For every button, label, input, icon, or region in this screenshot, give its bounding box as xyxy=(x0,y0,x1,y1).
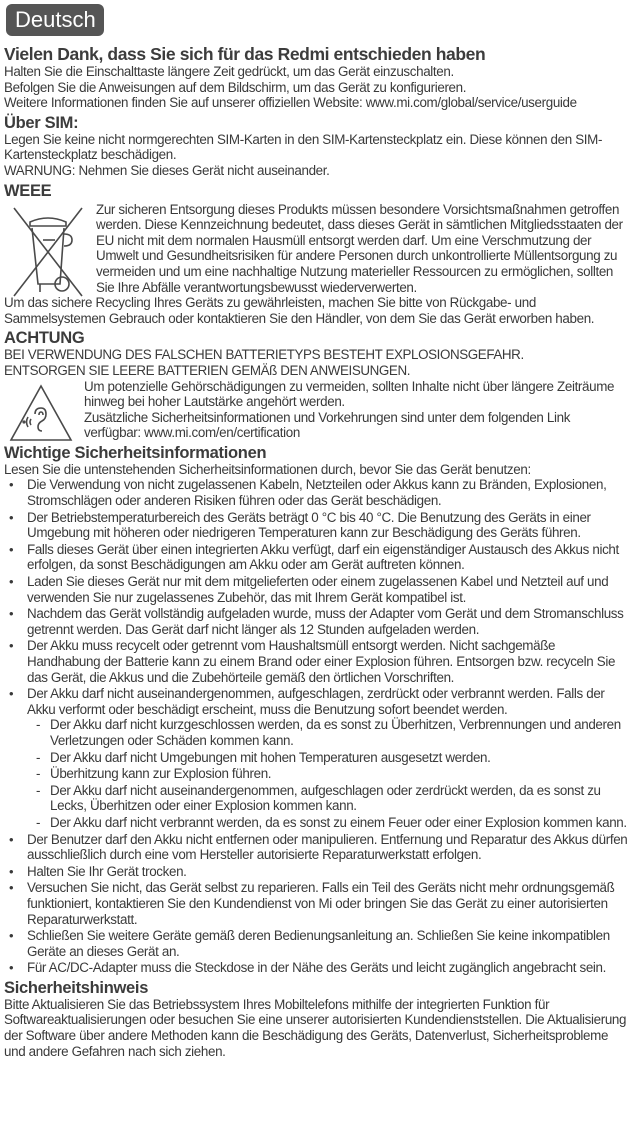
safety-heading: Wichtige Sicherheitsinformationen xyxy=(4,443,267,462)
weee-text: Zur sicheren Entsorgung dieses Produkts müssen besondere Vorsichtsmaßnahmen getroffen werden. Diese Kennzeichnung bedeutet, dass dieses Gerät in sämtlichen Mitgliedsstaaten der EU nicht mit dem normalen Hausmüll entsorgt werden darf. Um eine Verschmutzung der Umwelt und Gesundheitsrisiken für andere Personen durch unkontrollierte Müllentsorgung zu vermeiden und um eine nachhaltige Nutzung materieller Ressourcen zu ermöglichen, sollten Sie Ihre Abfälle verantwortungsbewusst wiederverwerten. xyxy=(96,201,623,295)
safety-bullet-list xyxy=(4,477,629,975)
sim-text: Legen Sie keine nicht normgerechten SIM-Karten in den SIM-Kartensteckplatz ein. Diese können den SIM-Kartensteckplatz beschädigen. xyxy=(4,131,603,163)
dash-icon: - xyxy=(36,749,41,765)
bullet-icon: • xyxy=(9,638,14,654)
sub-item-text: Der Akku darf nicht auseinandergenommen, aufgeschlagen oder zerdrückt werden, da es sonst zu Lecks, Überhitzen oder einer Explosion kommen kann. xyxy=(50,782,601,814)
achtung-heading: ACHTUNG xyxy=(4,329,85,348)
sub-item xyxy=(27,750,629,766)
bullet-icon: • xyxy=(9,960,14,976)
bullet-text: Der Benutzer darf den Akku nicht entfernen oder manipulieren. Entfernung und Reparatur des Akkus dürfen ausschließlich durch eine vom Hersteller autorisierte Reparaturwerkstatt erfolgen. xyxy=(27,831,628,863)
safety-bullet xyxy=(4,574,629,605)
bullet-text: Versuchen Sie nicht, das Gerät selbst zu reparieren. Falls ein Teil des Geräts nicht mehr ordnungsgemäß funktioniert, kontaktieren Sie den Kundendienst von Mi oder bringen Sie das Gerät zu einer autorisierten Reparaturwerkstatt. xyxy=(27,880,615,927)
hearing-warning-triangle-icon xyxy=(8,383,74,443)
safety-bullet xyxy=(4,606,629,637)
bullet-icon: • xyxy=(9,686,14,702)
bullet-icon: • xyxy=(9,509,14,525)
intro-line-website: Weitere Informationen finden Sie auf unserer offiziellen Website: www.mi.com/global/service/userguide xyxy=(4,95,577,111)
sub-item xyxy=(27,815,629,831)
bullet-text: Laden Sie dieses Gerät nur mit dem mitgelieferten oder einem zugelassenen Kabel und Netzteil auf und verwenden Sie nur zugelassenes Zubehör, das mit Ihrem Gerät kompatibel ist. xyxy=(27,574,609,605)
bullet-text: Halten Sie Ihr Gerät trocken. xyxy=(27,863,187,879)
safety-bullet xyxy=(4,542,629,573)
language-badge: Deutsch xyxy=(6,4,104,36)
intro-line-power: Halten Sie die Einschalttaste längere Zeit gedrückt, um das Gerät einzuschalten. xyxy=(4,64,454,79)
safety-bullet xyxy=(4,832,629,863)
notice-text: Bitte Aktualisieren Sie das Betriebssystem Ihres Mobiltelefons mithilfe der integrierten Funktion für Softwareaktualisierungen oder besuchen Sie eine unserer autorisierten Kundendienststellen. Die Aktualisierung der Software über andere Methoden kann die Beschädigung des Geräts, Datenverlust, Sicherheitsprobleme und andere Gefahren nach sich ziehen. xyxy=(4,996,627,1059)
battery-caps-line-1: BEI VERWENDUNG DES FALSCHEN BATTERIETYPS BESTEHT EXPLOSIONSGEFAHR. xyxy=(4,347,524,363)
safety-bullet xyxy=(4,686,629,830)
bullet-text: Der Akku muss recycelt oder getrennt vom Haushaltsmüll entsorgt werden. Nicht sachgemäße Handhabung der Batterie kann zu einem Brand oder einer Explosion führen. Entsorgen bzw. recyceln Sie das Gerät, die Akkus und die Zubehörteile gemäß den örtlichen Vorschriften. xyxy=(27,638,616,685)
sub-item-text: Der Akku darf nicht verbrannt werden, da es sonst zu einem Feuer oder einer Explosion kommen kann. xyxy=(50,814,627,830)
safety-bullet xyxy=(4,477,629,508)
bullet-icon: • xyxy=(9,606,14,622)
battery-sub-list xyxy=(27,717,629,830)
bullet-text: Falls dieses Gerät über einen integrierten Akku verfügt, darf ein eigenständiger Austausch des Akkus nicht erfolgen, da sonst Beschädigungen am Akku oder am Gerät auftreten können. xyxy=(27,541,619,573)
page-title: Vielen Dank, dass Sie sich für das Redmi entschieden haben xyxy=(4,44,486,64)
bullet-icon: • xyxy=(9,574,14,590)
dash-icon: - xyxy=(36,782,41,798)
bullet-text: Für AC/DC-Adapter muss die Steckdose in der Nähe des Geräts und leicht zugänglich angebracht sein. xyxy=(27,960,607,976)
dash-icon: - xyxy=(36,766,41,782)
bullet-text: Die Verwendung von nicht zugelassenen Kabeln, Netzteilen oder Akkus kann zu Bränden, Explosionen, Stromschlägen oder anderen Risiken führen oder das Gerät beschädigen. xyxy=(27,477,607,509)
bullet-icon: • xyxy=(9,541,14,557)
intro-line-setup: Befolgen Sie die Anweisungen auf dem Bildschirm, um das Gerät zu konfigurieren. xyxy=(4,79,467,95)
weee-heading: WEEE xyxy=(4,181,52,200)
bullet-text: Schließen Sie weitere Geräte gemäß deren Bedienungsanleitung an. Schließen Sie keine inkompatiblen Geräte an dieses Gerät an. xyxy=(27,928,610,959)
hearing-text: Um potenzielle Gehörschädigungen zu vermeiden, sollten Inhalte nicht über längere Zeiträume hinweg bei hoher Lautstärke angehört werden. xyxy=(84,378,615,410)
dash-icon: - xyxy=(36,717,41,733)
safety-bullet xyxy=(4,510,629,541)
bullet-icon: • xyxy=(9,831,14,847)
sub-item-text: Überhitzung kann zur Explosion führen. xyxy=(50,766,272,782)
weee-block xyxy=(4,202,629,296)
sub-item xyxy=(27,783,629,814)
sub-item-text: Der Akku darf nicht Umgebungen mit hohen Temperaturen ausgesetzt werden. xyxy=(50,749,491,765)
weee-recycling: Um das sichere Recycling Ihres Geräts zu gewährleisten, machen Sie bitte von Rückgabe- und Sammelsystemen Gebrauch oder kontaktieren Sie den Händler, von dem Sie das Gerät erworben haben. xyxy=(4,295,595,326)
battery-caps-line-2: ENTSORGEN SIE LEERE BATTERIEN GEMÄß DEN ANWEISUNGEN. xyxy=(4,362,411,378)
notice-heading: Sicherheitshinweis xyxy=(4,978,149,997)
sim-heading: Über SIM: xyxy=(4,113,79,132)
safety-bullet xyxy=(4,864,629,880)
safety-bullet xyxy=(4,928,629,959)
safety-intro: Lesen Sie die untenstehenden Sicherheitsinformationen durch, bevor Sie das Gerät benutzen: xyxy=(4,461,531,477)
dash-icon: - xyxy=(36,814,41,830)
sub-item xyxy=(27,717,629,748)
hearing-block xyxy=(4,379,629,441)
bullet-icon: • xyxy=(9,880,14,896)
safety-bullet xyxy=(4,638,629,685)
safety-bullet xyxy=(4,880,629,927)
sub-item-text: Der Akku darf nicht kurzgeschlossen werden, da es sonst zu Überhitzen, Verbrennungen und anderen Verletzungen oder Schäden kommen kann. xyxy=(50,717,621,748)
certification-text: Zusätzliche Sicherheitsinformationen und Vorkehrungen sind unter dem folgenden Link verfügbar: www.mi.com/en/certification xyxy=(84,409,571,441)
bullet-text: Der Akku darf nicht auseinandergenommen, aufgeschlagen, zerdrückt oder verbrannt werden. Falls der Akku verformt oder beschädigt erscheint, muss die Benutzung sofort beendet werden. xyxy=(27,686,605,717)
safety-bullet xyxy=(4,960,629,976)
bullet-icon: • xyxy=(9,928,14,944)
sim-warning: WARNUNG: Nehmen Sie dieses Gerät nicht auseinander. xyxy=(4,162,330,178)
bullet-text: Der Betriebstemperaturbereich des Geräts beträgt 0 °C bis 40 °C. Die Benutzung des Geräts in einer Umgebung mit höheren oder niedrigeren Temperaturen kann zur Beschädigung des Geräts führen. xyxy=(27,509,591,541)
bullet-text: Nachdem das Gerät vollständig aufgeladen wurde, muss der Adapter vom Gerät und dem Stromanschluss getrennt werden. Das Gerät darf nicht länger als 12 Stunden aufgeladen werden. xyxy=(27,606,624,637)
sub-item xyxy=(27,766,629,782)
bullet-icon: • xyxy=(9,863,14,879)
crossed-out-wheelie-bin-icon xyxy=(10,204,86,300)
bullet-icon: • xyxy=(9,477,14,493)
